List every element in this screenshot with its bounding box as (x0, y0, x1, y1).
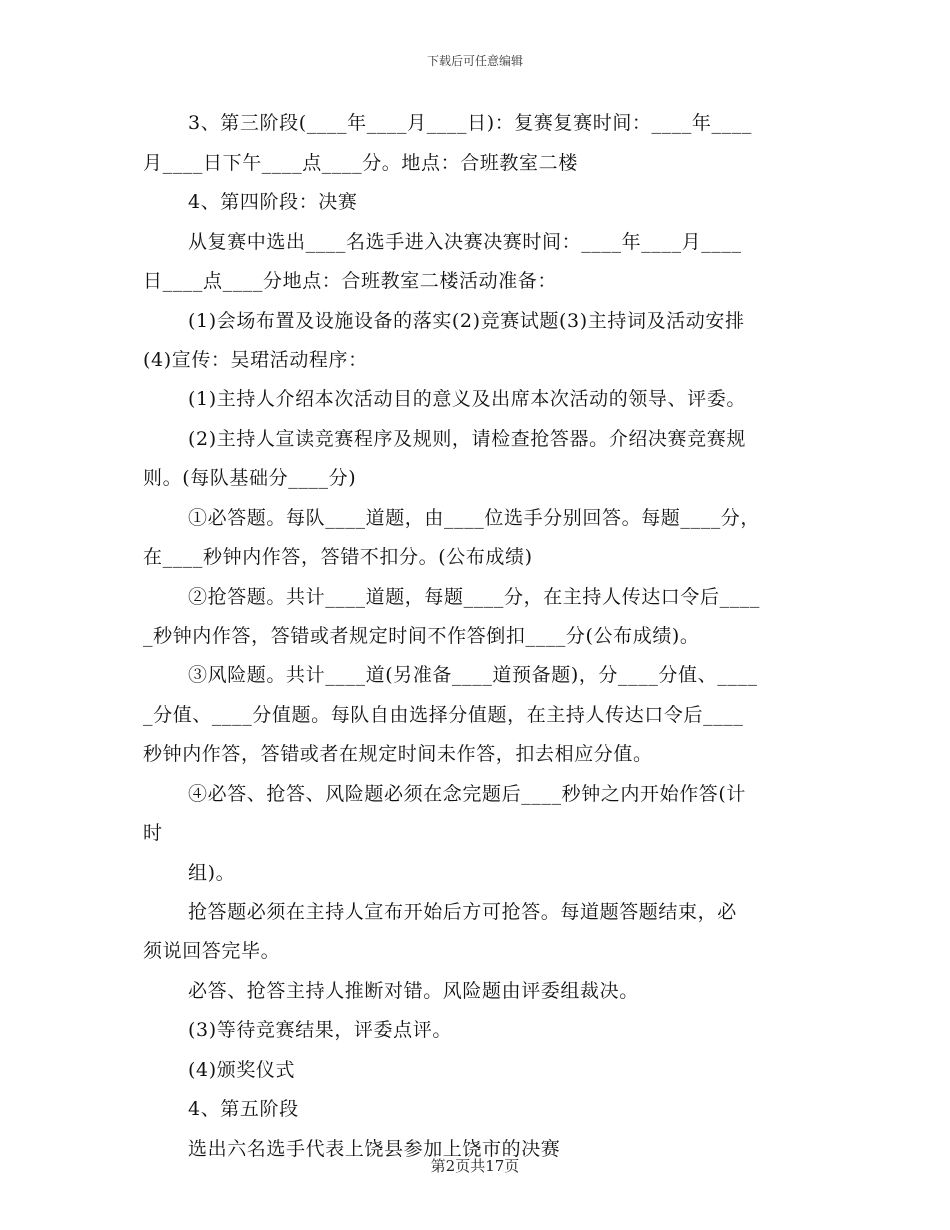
paragraph-line: 时 (143, 822, 163, 844)
paragraph-line: 组)。 (188, 862, 236, 884)
paragraph-line: 4、第五阶段 (188, 1098, 299, 1120)
paragraph-line: 抢答题必须在主持人宣布开始后方可抢答。每道题答题结束，必 (188, 901, 737, 923)
paragraph-line: 必答、抢答主持人推断对错。风险题由评委组裁决。 (188, 980, 639, 1002)
paragraph-line: 则。(每队基础分____分) (143, 467, 357, 489)
paragraph-line: ④必答、抢答、风险题必须在念完题后____秒钟之内开始作答(计 (188, 783, 747, 805)
paragraph-line: (1)会场布置及设施设备的落实(2)竞赛试题(3)主持词及活动安排 (188, 310, 745, 332)
paragraph-line: ②抢答题。共计____道题，每题____分，在主持人传达口令后____ (188, 586, 761, 608)
paragraph-line: ③风险题。共计____道(另准备____道预备题)，分____分值、____ (188, 664, 758, 686)
paragraph-line: 从复赛中选出____名选手进入决赛决赛时间：____年____月____ (188, 231, 742, 253)
paragraph-line: 须说回答完毕。 (143, 940, 281, 962)
paragraph-line: 月____日下午____点____分。地点：合班教室二楼 (143, 152, 578, 174)
paragraph-line: (1)主持人介绍本次活动目的意义及出席本次活动的领导、评委。 (188, 388, 746, 410)
paragraph-line: ①必答题。每队____道题，由____位选手分别回答。每题____分， (188, 507, 761, 529)
paragraph-line: (4)颁奖仪式 (188, 1059, 296, 1081)
paragraph-line: (4)宣传：吴珺活动程序： (143, 349, 368, 371)
paragraph-line: 日____点____分地点：合班教室二楼活动准备： (143, 270, 558, 292)
paragraph-line: 选出六名选手代表上饶县参加上饶市的决赛 (188, 1138, 561, 1160)
paragraph-line: 4、第四阶段：决赛 (188, 191, 358, 213)
paragraph-line: 秒钟内作答，答错或者在规定时间未作答，扣去相应分值。 (143, 743, 653, 765)
paragraph-line: (2)主持人宣读竞赛程序及规则，请检查抢答器。介绍决赛竞赛规 (188, 428, 746, 450)
paragraph-line: 3、第三阶段(____年____月____日)：复赛复赛时间：____年____ (188, 112, 752, 134)
page-header: 下载后可任意编辑 (426, 54, 523, 68)
page-footer: 第2页共17页 (430, 1157, 520, 1175)
paragraph-line: 在____秒钟内作答，答错不扣分。(公布成绩) (143, 546, 533, 568)
paragraph-line: (3)等待竞赛结果，评委点评。 (188, 1019, 452, 1041)
paragraph-line: _分值、____分值题。每队自由选择分值题，在主持人传达口令后____ (143, 704, 744, 726)
paragraph-line: _秒钟内作答，答错或者规定时间不作答倒扣____分(公布成绩)。 (143, 625, 700, 647)
